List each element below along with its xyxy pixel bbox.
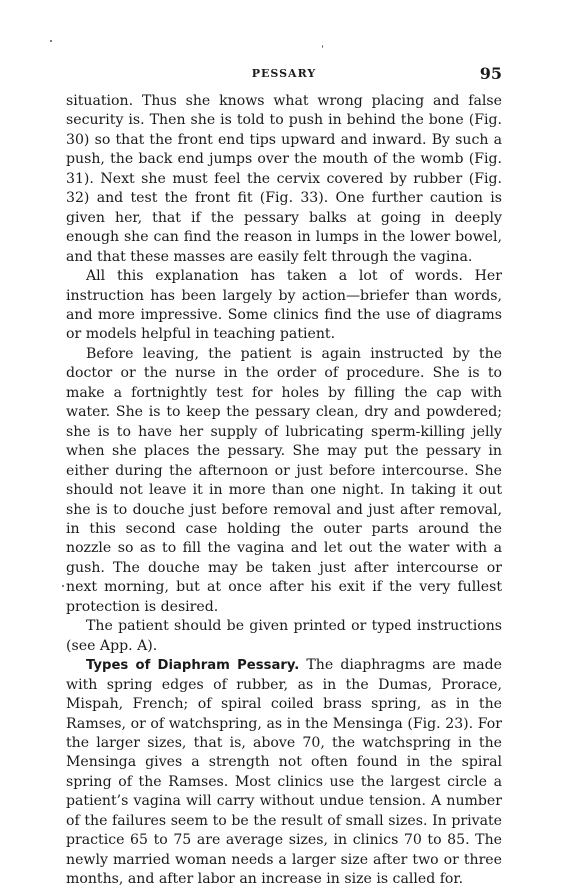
ink-speck — [62, 585, 64, 587]
paragraph-1 — [66, 92, 502, 267]
paragraph-3 — [66, 345, 502, 617]
paragraph-4 — [66, 617, 502, 656]
paragraph-2 — [66, 267, 502, 345]
paragraph-5-text: The diaphragms are made with spring edges of rubber, as in the Dumas, Prorace, Mispah, French; of spiral coiled brass spring, as in the Ramses, or of watchspring, as in the Mensinga (Fig. 23). For the larger sizes, that is, above 70, the watchspring in the Mensinga gives a strength not often found in the spiral spring of the Ramses. Most clinics use the largest circle a patient’s vagina will carry without undue tension. A number of the failures seem to be the result of small sizes. In private practice 65 to 75 are average sizes, in clinics 70 to 85. The newly married woman needs a larger size after two or three months, and after labor an increase in size is called for. — [66, 657, 503, 888]
paragraph-1-text: situation. Thus she knows what wrong placing and false security is. Then she is told to push in behind the bone (Fig. 30) so that the front end tips upward and inward. By such a push, the back end jumps over the mouth of the womb (Fig. 31). Next she must feel the cervix covered by rubber (Fig. 32) and test the front fit (Fig. 33). One further caution is given her, that if the pessary balks at going in deeply enough she can find the reason in lumps in the lower bowel, and that these masses are easily felt through the vagina. — [66, 93, 502, 265]
paragraph-2-text: All this explanation has taken a lot of words. Her instruction has been largely by action—briefer than words, and more impressive. Some clinics find the use of diagrams or models helpful in teaching patient. — [66, 268, 502, 343]
page-number: 95 — [479, 64, 502, 83]
ink-speck — [322, 45, 323, 48]
body-text — [66, 92, 502, 890]
section-heading: Types of Diaphram Pessary. — [86, 658, 300, 674]
ink-speck — [50, 40, 52, 42]
paragraph-5 — [66, 656, 502, 889]
paragraph-3-text: Before leaving, the patient is again instructed by the doctor or the nurse in the order of procedure. She is to make a fortnightly test for holes by filling the cap with water. She is to keep the pessary clean, dry and powdered; she is to have her supply of lubricating sperm-killing jelly when she places the pessary. She may put the pessary in either during the afternoon or just before intercourse. She should not leave it in more than one night. In taking it out she is to douche just before removal and just after removal, in this second case holding the outer parts around the nozzle so as to fill the vagina and let out the water with a gush. The douche may be taken just after intercourse or next morning, but at once after his exit if the very fullest protection is desired. — [66, 345, 502, 615]
running-title: PESSARY — [251, 67, 317, 80]
paragraph-4-text: The patient should be given printed or typed instructions (see App. A). — [66, 618, 502, 654]
running-head — [66, 64, 502, 84]
